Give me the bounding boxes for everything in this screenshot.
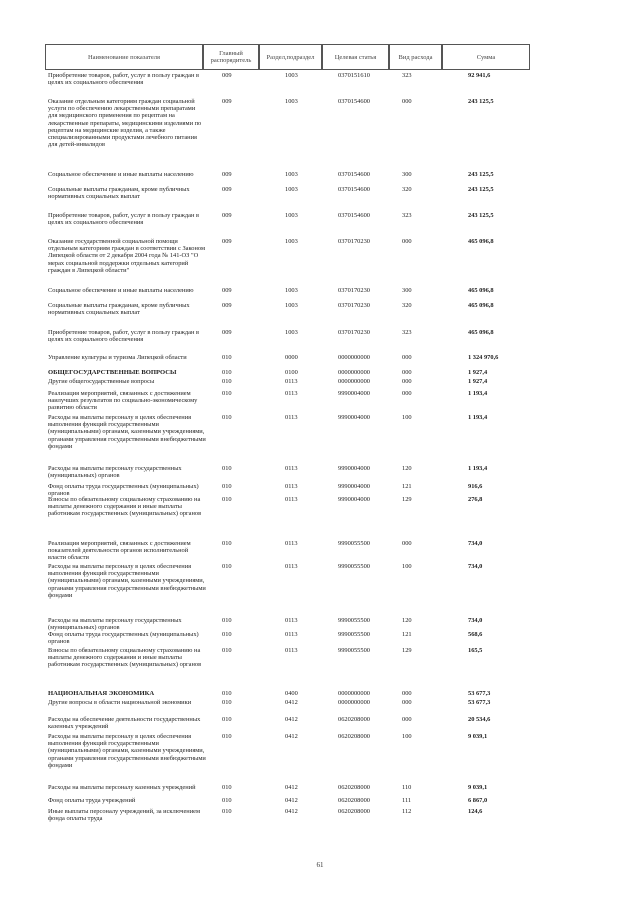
row-name: Фонд оплаты труда государственных (муниципальных) органов xyxy=(48,631,199,646)
row-sum: 465 096,8 xyxy=(468,329,494,336)
row-sum: 243 125,5 xyxy=(468,212,494,219)
row-name: Расходы на выплаты персоналу в целях обеспечения выполнения функций государственными (муниципальными) органами, казенными учреждениями, органами управления государственными внебюджетными фондами xyxy=(48,414,206,450)
row-sum: 243 125,5 xyxy=(468,98,494,105)
row-sum: 53 677,3 xyxy=(468,690,491,697)
row-name: Приобретение товаров, работ, услуг в пользу граждан в целях их социального обеспечения xyxy=(48,329,200,344)
row-name: Другие общегосударственные вопросы xyxy=(48,378,155,385)
row-section-code: 0412 xyxy=(285,797,298,804)
row-admin-code: 010 xyxy=(222,465,232,472)
row-name: Управление культуры и туризма Липецкой области xyxy=(48,354,187,361)
row-admin-code: 010 xyxy=(222,716,232,723)
row-admin-code: 009 xyxy=(222,238,232,245)
row-name: Взносы по обязательному социальному страхованию на выплаты денежного содержания и иные выплаты работникам государственных (муниципальных) органов xyxy=(48,496,202,518)
row-name: Расходы на выплаты персоналу в целях обеспечения выполнения функций государственными (муниципальными) органами, казенными учреждениями, органами управления государственными внебюджетными фондами xyxy=(48,563,206,599)
row-section-code: 1003 xyxy=(285,238,298,245)
row-admin-code: 010 xyxy=(222,354,232,361)
row-sum: 465 096,8 xyxy=(468,287,494,294)
row-name: Иные выплаты персоналу учреждений, за исключением фонда оплаты труда xyxy=(48,808,201,823)
row-admin-code: 010 xyxy=(222,617,232,624)
row-target-code: 0000000000 xyxy=(338,378,370,385)
row-expense-code: 129 xyxy=(402,647,412,654)
row-admin-code: 010 xyxy=(222,390,232,397)
row-admin-code: 009 xyxy=(222,212,232,219)
row-section-code: 0113 xyxy=(285,465,298,472)
row-section-code: 0113 xyxy=(285,483,298,490)
row-admin-code: 010 xyxy=(222,797,232,804)
row-sum: 53 677,3 xyxy=(468,699,491,706)
row-section-code: 1003 xyxy=(285,72,298,79)
row-expense-code: 100 xyxy=(402,414,412,421)
row-sum: 465 096,8 xyxy=(468,302,494,309)
row-section-code: 0113 xyxy=(285,496,298,503)
row-name: Реализация мероприятий, связанных с достижением показателей деятельности органов исполнительной власти области xyxy=(48,540,191,562)
row-admin-code: 010 xyxy=(222,540,232,547)
row-section-code: 0113 xyxy=(285,563,298,570)
row-name: Расходы на выплаты персоналу в целях обеспечения выполнения функций государственными (муниципальными) органами, казенными учреждениями, органами управления государственными внебюджетными фондами xyxy=(48,733,206,769)
row-sum: 734,0 xyxy=(468,563,483,570)
row-section-code: 1003 xyxy=(285,212,298,219)
page-number: 61 xyxy=(316,861,324,869)
row-sum: 9 039,1 xyxy=(468,784,488,791)
row-sum: 124,6 xyxy=(468,808,483,815)
row-admin-code: 009 xyxy=(222,329,232,336)
row-name: Социальные выплаты гражданам, кроме публичных нормативных социальных выплат xyxy=(48,302,190,317)
row-expense-code: 323 xyxy=(402,329,412,336)
row-section-code: 1003 xyxy=(285,186,298,193)
row-admin-code: 009 xyxy=(222,287,232,294)
row-expense-code: 320 xyxy=(402,186,412,193)
row-target-code: 0370154600 xyxy=(338,98,370,105)
row-section-code: 0113 xyxy=(285,647,298,654)
row-name: Фонд оплаты труда государственных (муниципальных) органов xyxy=(48,483,199,498)
row-name: Расходы на обеспечение деятельности государственных казенных учреждений xyxy=(48,716,201,731)
row-expense-code: 100 xyxy=(402,733,412,740)
row-target-code: 9990004000 xyxy=(338,483,370,490)
row-name: НАЦИОНАЛЬНАЯ ЭКОНОМИКА xyxy=(48,690,155,697)
row-name: Приобретение товаров, работ, услуг в пользу граждан в целях их социального обеспечения xyxy=(48,212,200,227)
row-target-code: 0000000000 xyxy=(338,354,370,361)
row-sum: 1 193,4 xyxy=(468,390,488,397)
header-name: Наименование показателя xyxy=(45,44,203,70)
row-expense-code: 000 xyxy=(402,690,412,697)
header-sum: Сумма xyxy=(442,44,530,70)
row-section-code: 0412 xyxy=(285,784,298,791)
row-name: Социальное обеспечение и иные выплаты населению xyxy=(48,171,194,178)
row-section-code: 1003 xyxy=(285,302,298,309)
row-expense-code: 120 xyxy=(402,465,412,472)
row-expense-code: 111 xyxy=(402,797,412,804)
row-target-code: 0370154600 xyxy=(338,186,370,193)
row-target-code: 0370170230 xyxy=(338,238,370,245)
row-sum: 1 193,4 xyxy=(468,465,488,472)
row-section-code: 1003 xyxy=(285,329,298,336)
header-admin: Главный распорядитель xyxy=(203,44,259,70)
row-target-code: 9990004000 xyxy=(338,465,370,472)
row-name: ОБЩЕГОСУДАРСТВЕННЫЕ ВОПРОСЫ xyxy=(48,369,177,376)
row-expense-code: 000 xyxy=(402,699,412,706)
row-target-code: 0370151610 xyxy=(338,72,370,79)
row-section-code: 0113 xyxy=(285,390,298,397)
row-expense-code: 000 xyxy=(402,369,412,376)
row-name: Расходы на выплаты персоналу государственных (муниципальных) органов xyxy=(48,617,182,632)
row-sum: 916,6 xyxy=(468,483,483,490)
row-section-code: 0412 xyxy=(285,808,298,815)
row-target-code: 9990055500 xyxy=(338,540,370,547)
row-admin-code: 010 xyxy=(222,699,232,706)
header-target: Целевая статья xyxy=(322,44,389,70)
row-expense-code: 120 xyxy=(402,617,412,624)
row-target-code: 9990004000 xyxy=(338,496,370,503)
row-expense-code: 121 xyxy=(402,483,412,490)
row-target-code: 9990055500 xyxy=(338,617,370,624)
row-expense-code: 323 xyxy=(402,212,412,219)
row-target-code: 9990004000 xyxy=(338,414,370,421)
row-expense-code: 000 xyxy=(402,98,412,105)
row-admin-code: 010 xyxy=(222,784,232,791)
row-expense-code: 000 xyxy=(402,540,412,547)
row-section-code: 0113 xyxy=(285,617,298,624)
row-section-code: 1003 xyxy=(285,98,298,105)
row-target-code: 9990055500 xyxy=(338,647,370,654)
row-expense-code: 000 xyxy=(402,354,412,361)
row-expense-code: 110 xyxy=(402,784,412,791)
row-name: Приобретение товаров, работ, услуг в пользу граждан в целях их социального обеспечения xyxy=(48,72,200,87)
row-expense-code: 300 xyxy=(402,287,412,294)
row-admin-code: 010 xyxy=(222,496,232,503)
row-target-code: 0620208000 xyxy=(338,716,370,723)
row-expense-code: 121 xyxy=(402,631,412,638)
row-expense-code: 112 xyxy=(402,808,412,815)
row-target-code: 0370154600 xyxy=(338,171,370,178)
row-target-code: 0370170230 xyxy=(338,287,370,294)
row-sum: 734,0 xyxy=(468,540,483,547)
row-sum: 276,8 xyxy=(468,496,483,503)
row-sum: 568,6 xyxy=(468,631,483,638)
row-name: Социальное обеспечение и иные выплаты населению xyxy=(48,287,194,294)
row-name: Фонд оплаты труда учреждений xyxy=(48,797,136,804)
row-section-code: 0412 xyxy=(285,733,298,740)
row-section-code: 0412 xyxy=(285,716,298,723)
row-target-code: 0370170230 xyxy=(338,302,370,309)
row-section-code: 1003 xyxy=(285,171,298,178)
row-expense-code: 000 xyxy=(402,238,412,245)
row-expense-code: 300 xyxy=(402,171,412,178)
row-admin-code: 010 xyxy=(222,414,232,421)
header-section: Раздел,подраздел xyxy=(259,44,322,70)
row-admin-code: 009 xyxy=(222,98,232,105)
row-admin-code: 010 xyxy=(222,369,232,376)
row-target-code: 0370170230 xyxy=(338,329,370,336)
row-admin-code: 010 xyxy=(222,733,232,740)
row-target-code: 0000000000 xyxy=(338,690,370,697)
row-sum: 1 927,4 xyxy=(468,369,488,376)
row-expense-code: 129 xyxy=(402,496,412,503)
row-expense-code: 100 xyxy=(402,563,412,570)
row-target-code: 0000000000 xyxy=(338,699,370,706)
row-target-code: 0620208000 xyxy=(338,797,370,804)
row-expense-code: 323 xyxy=(402,72,412,79)
row-target-code: 9990055500 xyxy=(338,631,370,638)
row-expense-code: 000 xyxy=(402,378,412,385)
row-name: Социальные выплаты гражданам, кроме публичных нормативных социальных выплат xyxy=(48,186,190,201)
row-name: Оказание отдельным категориям граждан социальной услуги по обеспечению лекарственными препаратами для медицинского применения по рецептам на лекарственные препараты, медицинскими изделиями по рецептам на медицинские изделия, а также специализированными продуктами лечебного питания для детей-инвалидов xyxy=(48,98,202,149)
row-expense-code: 000 xyxy=(402,716,412,723)
row-admin-code: 010 xyxy=(222,378,232,385)
row-sum: 1 324 970,6 xyxy=(468,354,499,361)
row-sum: 6 867,0 xyxy=(468,797,488,804)
row-sum: 20 534,6 xyxy=(468,716,491,723)
row-section-code: 0113 xyxy=(285,540,298,547)
row-name: Расходы на выплаты персоналу государственных (муниципальных) органов xyxy=(48,465,182,480)
row-expense-code: 320 xyxy=(402,302,412,309)
header-expense: Вид расхода xyxy=(389,44,442,70)
row-section-code: 0113 xyxy=(285,414,298,421)
row-section-code: 0113 xyxy=(285,378,298,385)
row-sum: 243 125,5 xyxy=(468,186,494,193)
row-sum: 1 193,4 xyxy=(468,414,488,421)
row-admin-code: 010 xyxy=(222,808,232,815)
row-name: Расходы на выплаты персоналу казенных учреждений xyxy=(48,784,196,791)
row-section-code: 0412 xyxy=(285,699,298,706)
row-sum: 465 096,8 xyxy=(468,238,494,245)
row-admin-code: 010 xyxy=(222,563,232,570)
row-section-code: 0113 xyxy=(285,631,298,638)
row-name: Взносы по обязательному социальному страхованию на выплаты денежного содержания и иные выплаты работникам государственных (муниципальных) органов xyxy=(48,647,202,669)
row-admin-code: 009 xyxy=(222,171,232,178)
row-target-code: 9990004000 xyxy=(338,390,370,397)
row-sum: 92 941,6 xyxy=(468,72,491,79)
row-sum: 165,5 xyxy=(468,647,483,654)
row-name: Другие вопросы в области национальной экономики xyxy=(48,699,192,706)
row-sum: 734,0 xyxy=(468,617,483,624)
row-expense-code: 000 xyxy=(402,390,412,397)
row-admin-code: 009 xyxy=(222,72,232,79)
row-section-code: 0000 xyxy=(285,354,298,361)
row-admin-code: 010 xyxy=(222,483,232,490)
row-sum: 1 927,4 xyxy=(468,378,488,385)
row-admin-code: 010 xyxy=(222,690,232,697)
row-admin-code: 010 xyxy=(222,647,232,654)
row-section-code: 0100 xyxy=(285,369,298,376)
row-target-code: 9990055500 xyxy=(338,563,370,570)
row-section-code: 0400 xyxy=(285,690,298,697)
row-admin-code: 009 xyxy=(222,302,232,309)
row-sum: 243 125,5 xyxy=(468,171,494,178)
row-name: Оказание государственной социальной помощи отдельным категориям граждан в соответствии с Законом Липецкой области от 2 декабря 2004 года № 141-ОЗ "О мерах социальной поддержки отдельных категорий граждан в Липецкой области" xyxy=(48,238,206,274)
row-target-code: 0620208000 xyxy=(338,784,370,791)
row-section-code: 1003 xyxy=(285,287,298,294)
row-name: Реализация мероприятий, связанных с достижением наилучших результатов по социально-экономическому развитию области xyxy=(48,390,198,412)
row-target-code: 0620208000 xyxy=(338,733,370,740)
row-admin-code: 009 xyxy=(222,186,232,193)
row-target-code: 0620208000 xyxy=(338,808,370,815)
row-admin-code: 010 xyxy=(222,631,232,638)
row-target-code: 0000000000 xyxy=(338,369,370,376)
row-sum: 9 039,1 xyxy=(468,733,488,740)
row-target-code: 0370154600 xyxy=(338,212,370,219)
